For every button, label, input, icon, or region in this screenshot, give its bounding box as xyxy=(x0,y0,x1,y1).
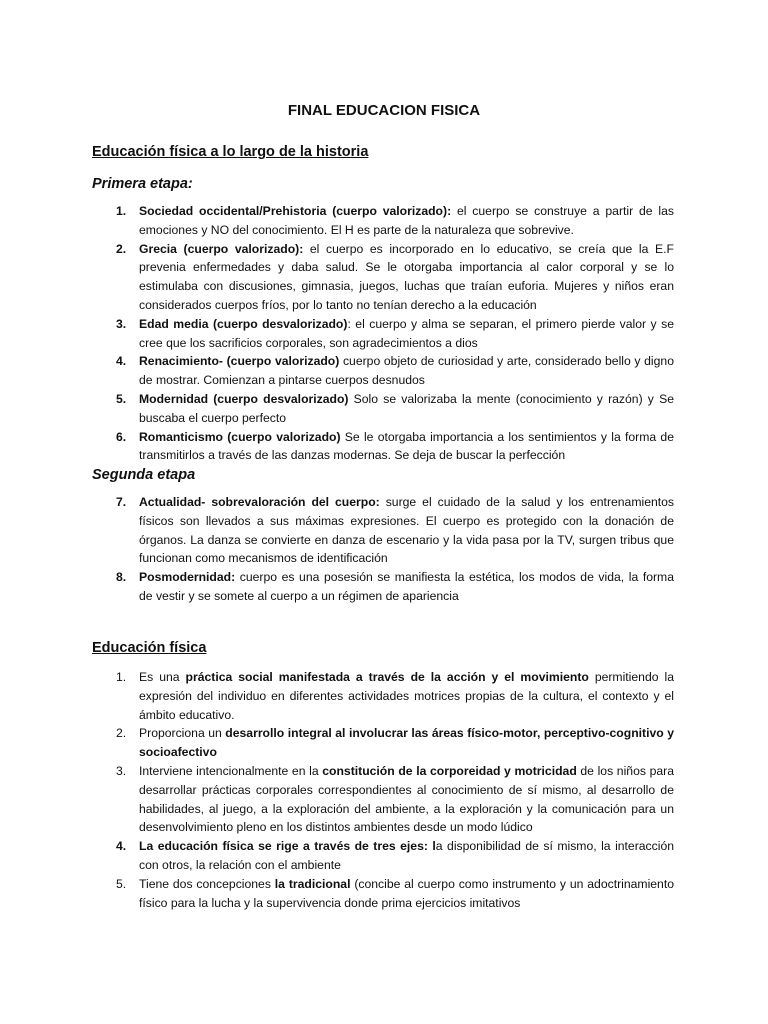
item-text: de los niños para desarrollar prácticas corporales correspondientes al conocimiento de sí mismo, al desarrollo de habilidades, al juego, a la exploración del ambiente, a la exploración y la comunicación para un desenvolvimiento pleno en los distintos ambientes desde un modo lúdico xyxy=(139,763,674,835)
stage2-label: Segunda etapa xyxy=(92,467,196,483)
item-pre-text: Interviene intencionalmente en la xyxy=(139,763,323,778)
item-pre-text: Proporciona un xyxy=(139,726,226,741)
list-item xyxy=(92,202,674,240)
list-item xyxy=(92,352,674,390)
item-text: : el cuerpo y alma se separan, el primero pierde valor y se cree que los sacrificios corporales, son agradecimientos a dios xyxy=(139,316,674,350)
section-heading-physical-education: Educación física xyxy=(92,640,207,656)
item-bold-text: desarrollo integral al involucrar las áreas físico-motor, perceptivo-cognitivo y socioafectivo xyxy=(139,726,674,760)
item-number: 3. xyxy=(116,763,127,778)
list-item xyxy=(92,875,674,913)
item-bold-text: Grecia (cuerpo valorizado): xyxy=(139,241,304,256)
list-item xyxy=(92,390,674,428)
stage2-list xyxy=(92,493,674,606)
item-text: el cuerpo es incorporado en lo educativo, se creía que la E.F prevenia enfermedades y daba salud. Se le otorgaba importancia al calor corporal y se lo estimulaba con discusiones, gimnasia, juegos, luchas que traían euforia. Mujeres y niños eran considerados cuerpos fríos, por lo tanto no tenían derecho a la educación xyxy=(139,241,674,312)
item-pre-text: Es una xyxy=(139,670,186,684)
item-bold-text: constitución de la corporeidad y motricidad xyxy=(322,763,577,778)
item-bold-text: Modernidad (cuerpo desvalorizado) xyxy=(139,391,349,406)
physical-education-list xyxy=(92,668,674,912)
item-number: 8. xyxy=(116,570,127,585)
list-item xyxy=(92,762,674,837)
item-number: 1. xyxy=(116,670,127,684)
item-text: Solo se valorizaba la mente (conocimiento y razón) y Se buscaba el cuerpo perfecto xyxy=(139,391,674,425)
item-bold-text: Edad media (cuerpo desvalorizado) xyxy=(139,316,348,331)
item-text: a disponibilidad de sí mismo, la interacción con otros, la relación con el ambiente xyxy=(139,839,675,872)
item-bold-text: Romanticismo (cuerpo valorizado) xyxy=(139,429,341,444)
list-item xyxy=(92,568,674,606)
item-text: permitiendo la expresión del individuo en diferentes actividades motrices propias de la cultura, el contexto y el ámbito educativo. xyxy=(139,670,674,722)
item-bold-text: práctica social manifestada a través de la acción y el movimiento xyxy=(185,670,589,684)
document-title: FINAL EDUCACION FISICA xyxy=(287,102,481,119)
item-number: 5. xyxy=(116,391,127,406)
list-item xyxy=(92,837,674,875)
item-bold-text: Actualidad- sobrevaloración del cuerpo: xyxy=(139,495,380,509)
item-bold-text: Renacimiento- (cuerpo valorizado) xyxy=(139,354,340,369)
list-item xyxy=(92,724,674,762)
item-bold-text: La educación física se rige a través de tres ejes: l xyxy=(139,839,436,854)
section-heading-history: Educación física a lo largo de la historia xyxy=(92,144,369,160)
item-bold-text: Sociedad occidental/Prehistoria (cuerpo valorizado): xyxy=(139,204,452,218)
item-text: (concibe al cuerpo como instrumento y un adoctrinamiento físico para la lucha y la supervivencia donde prima ejercicios imitativos xyxy=(139,876,674,910)
item-bold-text: la tradicional xyxy=(274,876,351,891)
item-number: 6. xyxy=(116,429,127,444)
item-number: 1. xyxy=(116,204,127,218)
item-text: cuerpo objeto de curiosidad y arte, considerado bello y digno de mostrar. Comienzan a pintarse cuerpos desnudos xyxy=(139,354,674,388)
list-item xyxy=(92,428,674,466)
item-number: 4. xyxy=(116,839,127,854)
stage1-list xyxy=(92,202,674,465)
item-text: cuerpo es una posesión se manifiesta la estética, los modos de vida, la forma de vestir y se somete al cuerpo a un régimen de apariencia xyxy=(139,570,674,603)
item-number: 7. xyxy=(116,495,127,509)
list-item xyxy=(92,668,674,724)
item-text: el cuerpo se construye a partir de las emociones y NO del conocimiento. El H es parte de la naturaleza que sobrevive. xyxy=(139,204,674,237)
item-pre-text: Tiene dos concepciones xyxy=(139,876,275,891)
list-item xyxy=(92,240,674,315)
stage1-label: Primera etapa: xyxy=(92,176,193,192)
item-text: surge el cuidado de la salud y los entrenamientos físicos son llevados a sus máximas expresiones. El cuerpo es protegido con la donación de órganos. La danza se convierte en danza de escenario y la vida pasa por la TV, surgen tribus que funcionan como mecanismos de identificación xyxy=(139,495,675,566)
item-text: Se le otorgaba importancia a los sentimientos y la forma de transmitirlos a través de las danzas modernas. Se deja de buscar la perfección xyxy=(139,429,674,463)
item-number: 2. xyxy=(116,726,127,741)
item-number: 2. xyxy=(116,241,127,256)
list-item xyxy=(92,493,674,568)
item-bold-text: Posmodernidad: xyxy=(139,570,236,585)
item-number: 3. xyxy=(116,316,127,331)
list-item xyxy=(92,315,674,353)
item-number: 5. xyxy=(116,876,127,891)
item-number: 4. xyxy=(116,354,127,369)
